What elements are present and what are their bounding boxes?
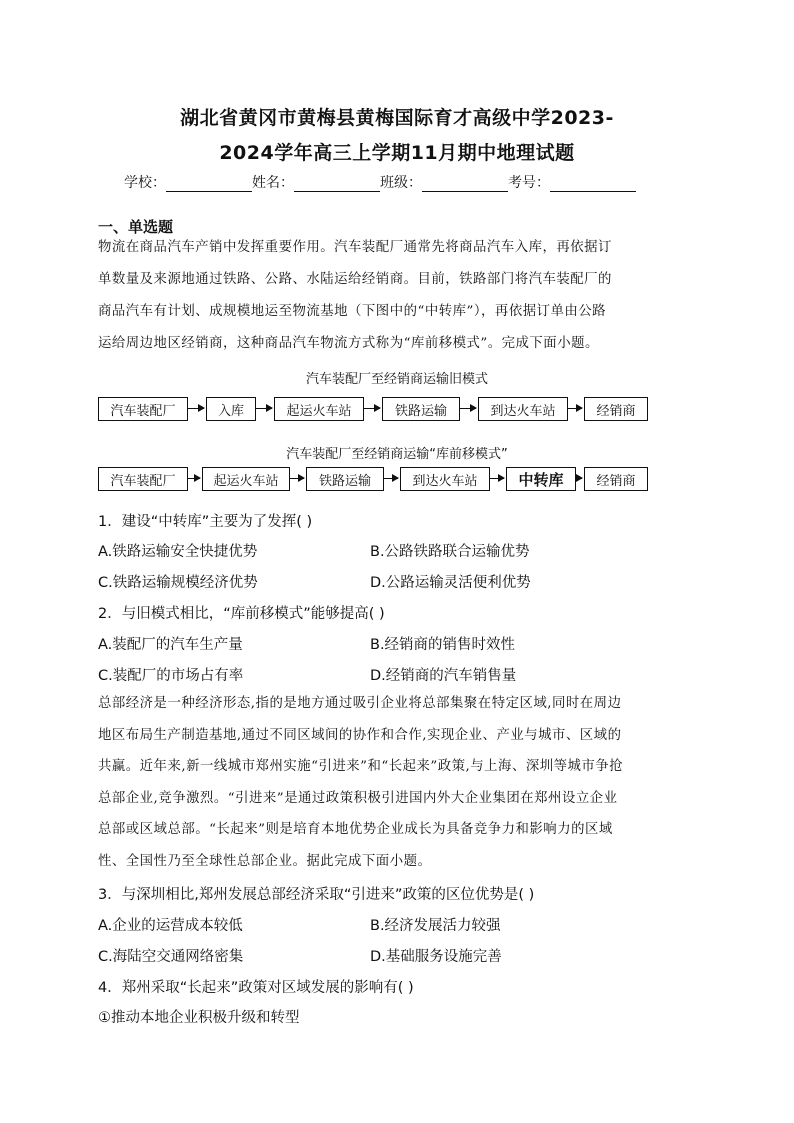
exam-title-line2: 2024学年高三上学期11月期中地理试题: [219, 142, 575, 164]
flow-box: 经销商: [584, 467, 648, 491]
flow-box: 到达火车站: [400, 467, 490, 491]
flow-arrow: [384, 478, 398, 479]
flow-box: 起运火车站: [274, 397, 364, 421]
answer-option: B.经销商的销售时效性: [370, 637, 516, 653]
new-mode-flowchart: [98, 467, 650, 491]
passage-line: 总部经济是一种经济形态,指的是地方通过吸引企业将总部集聚在特定区域,同时在周边: [98, 696, 622, 711]
student-info-row: [124, 172, 636, 192]
name-blank: [294, 177, 380, 192]
question-stem: 1．建设“中转库”主要为了发挥( ): [98, 514, 313, 530]
answer-option: B.公路铁路联合运输优势: [370, 544, 530, 560]
answer-option: A.装配厂的汽车生产量: [98, 637, 243, 653]
answer-option: C.装配厂的市场占有率: [98, 668, 244, 684]
section-title: 一、单选题: [98, 218, 174, 236]
flow-box: 经销商: [584, 397, 648, 421]
flow-arrow: [460, 408, 476, 409]
flow-box: 铁路运输: [382, 397, 460, 421]
answer-option: A.企业的运营成本较低: [98, 918, 243, 934]
flow-arrow: [256, 408, 272, 409]
class-label: 班级：: [380, 175, 422, 191]
question-stem: 4．郑州采取“长起来”政策对区域发展的影响有( ): [98, 980, 414, 996]
flow-arrow: [188, 478, 200, 479]
passage-line: 商品汽车有计划、成规模地运至物流基地（下图中的“中转库”），再依据订单由公路: [98, 304, 607, 319]
passage-headquarters-economy: [98, 688, 698, 877]
flow-arrow: [188, 408, 204, 409]
answer-option: D.经销商的汽车销售量: [370, 668, 517, 684]
flow-box: 汽车装配厂: [98, 467, 188, 491]
new-mode-title: 汽车装配厂至经销商运输“库前移模式”: [286, 447, 508, 462]
answer-option: C.铁路运输规模经济优势: [98, 575, 258, 591]
flow-box: 到达火车站: [478, 397, 568, 421]
passage-line: 地区布局生产制造基地,通过不同区域间的协作和合作,实现企业、产业与城市、区域的: [98, 727, 622, 743]
passage-line: 物流在商品汽车产销中发挥重要作用。汽车装配厂通常先将商品汽车入库，再依据订: [98, 240, 612, 255]
answer-option: D.基础服务设施完善: [370, 949, 502, 965]
passage-line: 总部或区域总部。“长起来”则是培育本地优势企业成长为具备竞争力和影响力的区域: [98, 822, 613, 837]
exam-number-label: 考号：: [508, 175, 550, 191]
answer-option: D.公路运输灵活便利优势: [370, 575, 531, 591]
exam-title-line1: 湖北省黄冈市黄梅县黄梅国际育才高级中学2023-: [180, 107, 614, 129]
answer-option: B.经济发展活力较强: [370, 918, 501, 934]
question-stem: 2．与旧模式相比，“库前移模式”能够提高( ): [98, 606, 385, 622]
question-stem: 3．与深圳相比,郑州发展总部经济采取“引进来”政策的区位优势是( ): [98, 887, 535, 903]
flow-arrow: [576, 478, 582, 479]
passage-line: 单数量及来源地通过铁路、公路、水陆运给经销商。目前，铁路部门将汽车装配厂的: [98, 272, 612, 287]
answer-option: ①推动本地企业积极升级和转型: [98, 1010, 300, 1026]
flow-box: 入库: [206, 397, 256, 421]
answer-option: C.海陆空交通网络密集: [98, 949, 244, 965]
flow-arrow: [490, 478, 504, 479]
flow-arrow: [290, 478, 304, 479]
school-blank: [166, 177, 252, 192]
old-mode-flowchart: [98, 397, 650, 421]
flow-box: 起运火车站: [202, 467, 290, 491]
exam-number-blank: [550, 177, 636, 192]
name-label: 姓名：: [252, 175, 294, 191]
school-label: 学校：: [124, 175, 166, 191]
passage-line: 共赢。近年来,新一线城市郑州实施“引进来”和“长起来”政策,与上海、深圳等城市争抢: [98, 759, 624, 774]
passage-logistics: [98, 232, 698, 360]
passage-line: 性、全国性乃至全球性总部企业。据此完成下面小题。: [98, 853, 432, 869]
passage-line: 总部企业,竞争激烈。“引进来”是通过政策积极引进国内外大企业集团在郑州设立企业: [98, 790, 618, 806]
old-mode-title: 汽车装配厂至经销商运输旧模式: [305, 372, 488, 387]
answer-option: A.铁路运输安全快捷优势: [98, 544, 258, 560]
flow-box: 铁路运输: [306, 467, 384, 491]
passage-line: 运给周边地区经销商，这种商品汽车物流方式称为“库前移模式”。完成下面小题。: [98, 336, 599, 351]
flow-box: 汽车装配厂: [98, 397, 188, 421]
flow-arrow: [364, 408, 380, 409]
flow-box-transfer-depot: 中转库: [506, 467, 576, 491]
class-blank: [422, 177, 508, 192]
flow-arrow: [568, 408, 582, 409]
